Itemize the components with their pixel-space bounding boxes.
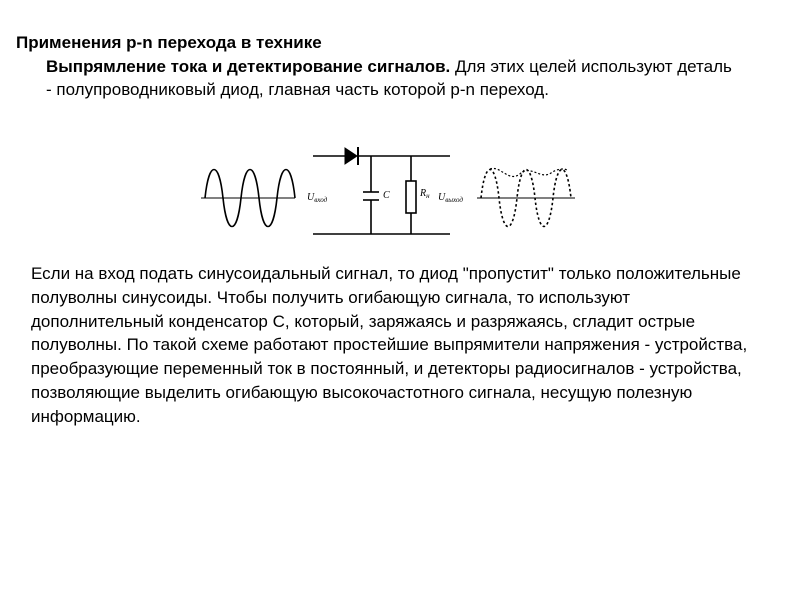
capacitor-label: C (383, 190, 390, 201)
resistor-label: $R_н$ (420, 188, 430, 200)
diode-icon (345, 148, 357, 164)
intro-sentence: Для этих целей используют деталь - полупроводниковый диод, главная часть которой p-n переход. (46, 56, 732, 99)
input-voltage-label: $U_{вход}$ (307, 192, 328, 204)
output-envelope-curve (490, 168, 567, 176)
body-paragraph: Если на вход подать синусоидальный сигнал, то диод "пропустит" только положительные полуволны синусоиды. Чтобы получить огибающую сигнала, то используют дополнительный конденсатор С, который, заряжаясь и разряжаясь, сгладит острые полуволны. По такой схеме работают простейшие выпрямители напряжения - устройства, преобразующие переменный ток в постоянный, и детекторы радиосигналов - устройства, позволяющие выделить огибающую высокочастотного сигнала, несущую полезную информацию. (31, 264, 748, 426)
resistor-body (406, 181, 416, 213)
intro-paragraph (16, 55, 736, 102)
intro-subtitle: Выпрямление тока и детектирование сигналов. (46, 56, 451, 76)
intro-block (16, 31, 736, 102)
rectifier-circuit-diagram (195, 138, 595, 248)
output-voltage-label: $U_{выход}$ (438, 192, 463, 204)
page-title: Применения p-n перехода в технике (16, 33, 322, 52)
